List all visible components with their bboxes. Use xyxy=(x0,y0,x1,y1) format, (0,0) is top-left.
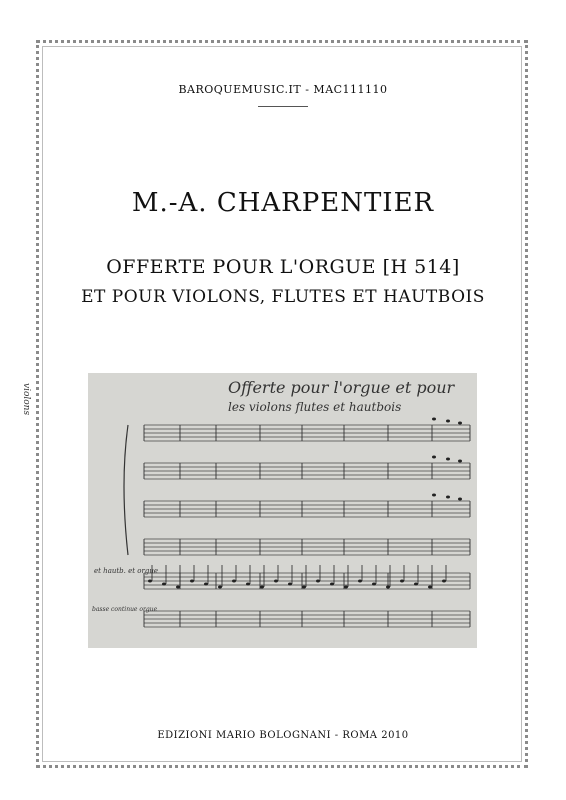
publisher-imprint: EDIZIONI MARIO BOLOGNANI - ROMA 2010 xyxy=(157,730,409,741)
manuscript-label-violons: violons xyxy=(21,383,31,416)
note-head xyxy=(358,580,362,583)
note-head xyxy=(432,418,436,421)
note-head xyxy=(330,583,334,586)
note-head xyxy=(176,586,180,589)
note-head xyxy=(316,580,320,583)
note-head xyxy=(446,496,450,499)
note-head xyxy=(442,580,446,583)
note-head xyxy=(372,583,376,586)
publisher-code: BAROQUEMUSIC.IT - MAC111110 xyxy=(178,83,388,96)
manuscript-label-hautbois: et hautb. et orgue xyxy=(94,567,158,575)
note-head xyxy=(274,580,278,583)
note-head xyxy=(446,420,450,423)
note-head xyxy=(446,458,450,461)
note-head xyxy=(288,583,292,586)
note-head xyxy=(458,460,462,463)
note-head xyxy=(400,580,404,583)
note-head xyxy=(190,580,194,583)
note-head xyxy=(246,583,250,586)
note-head xyxy=(386,586,390,589)
note-head xyxy=(232,580,236,583)
note-head xyxy=(302,586,306,589)
work-subtitle: ET POUR VIOLONS, FLUTES ET HAUTBOIS xyxy=(81,287,485,307)
note-head xyxy=(148,580,152,583)
note-head xyxy=(428,586,432,589)
work-title: OFFERTE POUR L'ORGUE [H 514] xyxy=(106,256,460,278)
manuscript-caption-1: Offerte pour l'orgue et pour xyxy=(228,378,455,397)
note-head xyxy=(218,586,222,589)
note-head xyxy=(432,494,436,497)
note-head xyxy=(344,586,348,589)
note-head xyxy=(432,456,436,459)
header-divider xyxy=(258,106,308,107)
manuscript-label-basse: basse continue orgue xyxy=(92,606,158,613)
composer-name: M.-A. CHARPENTIER xyxy=(131,188,435,218)
note-head xyxy=(458,498,462,501)
note-head xyxy=(260,586,264,589)
note-head xyxy=(414,583,418,586)
manuscript-caption-2: les violons flutes et hautbois xyxy=(228,400,402,414)
note-head xyxy=(162,583,166,586)
note-head xyxy=(458,422,462,425)
note-head xyxy=(204,583,208,586)
manuscript-image xyxy=(21,373,477,648)
